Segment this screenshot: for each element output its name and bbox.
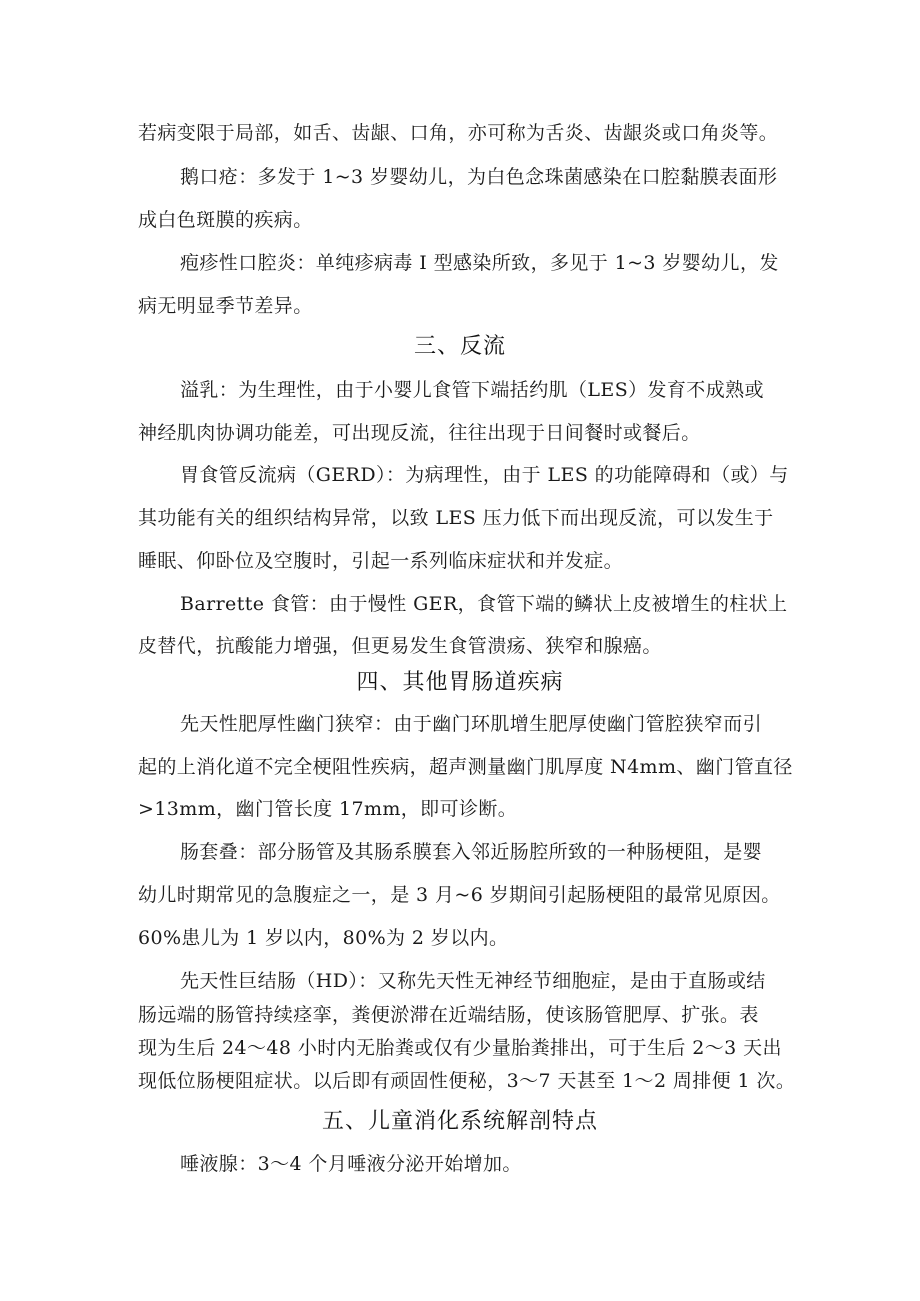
- paragraph-intussusception-line-1: 肠套叠：部分肠管及其肠系膜套入邻近肠腔所致的一种肠梗阻，是婴: [180, 841, 763, 863]
- paragraph-regurgitation-line-1: 溢乳：为生理性，由于小婴儿食管下端括约肌（LES）发育不成熟或: [180, 379, 764, 401]
- paragraph-pyloric-stenosis-line-3: >13mm，幽门管长度 17mm，即可诊断。: [138, 798, 518, 820]
- paragraph-pyloric-stenosis-line-2: 起的上消化道不完全梗阻性疾病，超声测量幽门肌厚度 N4mm、幽门管直径: [138, 756, 793, 778]
- paragraph-hirschsprung-line-3: 现为生后 24～48 小时内无胎粪或仅有少量胎粪排出，可于生后 2～3 天出: [138, 1037, 782, 1059]
- paragraph-thrush-line-2: 成白色斑膜的疾病。: [138, 209, 313, 231]
- paragraph-herpetic-stomatitis-line-1: 疱疹性口腔炎：单纯疹病毒 I 型感染所致，多见于 1~3 岁婴幼儿，发: [180, 252, 779, 274]
- paragraph-pyloric-stenosis-line-1: 先天性肥厚性幽门狭窄：由于幽门环肌增生肥厚使幽门管腔狭窄而引: [180, 713, 763, 735]
- paragraph-barrett-line-1: Barrette 食管：由于慢性 GER，食管下端的鳞状上皮被增生的柱状上: [180, 593, 788, 615]
- paragraph-hirschsprung-line-2: 肠远端的肠管持续痉挛，粪便淤滞在近端结肠，使该肠管肥厚、扩张。表: [138, 1004, 759, 1026]
- paragraph-hirschsprung-line-1: 先天性巨结肠（HD）：又称先天性无神经节细胞症，是由于直肠或结: [180, 970, 766, 992]
- paragraph-regurgitation-line-2: 神经肌肉协调功能差，可出现反流，往往出现于日间餐时或餐后。: [138, 422, 701, 444]
- paragraph-oral-inflammation-line-1: 若病变限于局部，如舌、齿龈、口角，亦可称为舌炎、齿龈炎或口角炎等。: [138, 122, 779, 144]
- section-heading-digestive-anatomy: 五、儿童消化系统解剖特点: [321, 1109, 598, 1134]
- paragraph-hirschsprung-line-4: 现低位肠梗阻症状。以后即有顽固性便秘，3～7 天甚至 1～2 周排便 1 次。: [138, 1070, 796, 1092]
- paragraph-barrett-line-2: 皮替代，抗酸能力增强，但更易发生食管溃疡、狭窄和腺癌。: [138, 635, 662, 657]
- paragraph-gerd-line-3: 睡眠、仰卧位及空腹时，引起一系列临床症状和并发症。: [138, 550, 624, 572]
- paragraph-thrush-line-1: 鹅口疮：多发于 1~3 岁婴幼儿，为白色念珠菌感染在口腔黏膜表面形: [180, 166, 778, 188]
- paragraph-gerd-line-1: 胃食管反流病（GERD）：为病理性，由于 LES 的功能障碍和（或）与: [180, 464, 789, 486]
- paragraph-salivary-gland-line-1: 唾液腺：3～4 个月唾液分泌开始增加。: [180, 1153, 522, 1175]
- paragraph-gerd-line-2: 其功能有关的组织结构异常，以致 LES 压力低下而出现反流，可以发生于: [138, 507, 774, 529]
- paragraph-intussusception-line-2: 幼儿时期常见的急腹症之一，是 3 月~6 岁期间引起肠梗阻的最常见原因。: [138, 884, 781, 906]
- paragraph-intussusception-line-3: 60%患儿为 1 岁以内，80%为 2 岁以内。: [138, 927, 509, 949]
- section-heading-other-gi-diseases: 四、其他胃肠道疾病: [356, 670, 564, 695]
- section-heading-reflux: 三、反流: [413, 334, 506, 359]
- paragraph-herpetic-stomatitis-line-2: 病无明显季节差异。: [138, 295, 313, 317]
